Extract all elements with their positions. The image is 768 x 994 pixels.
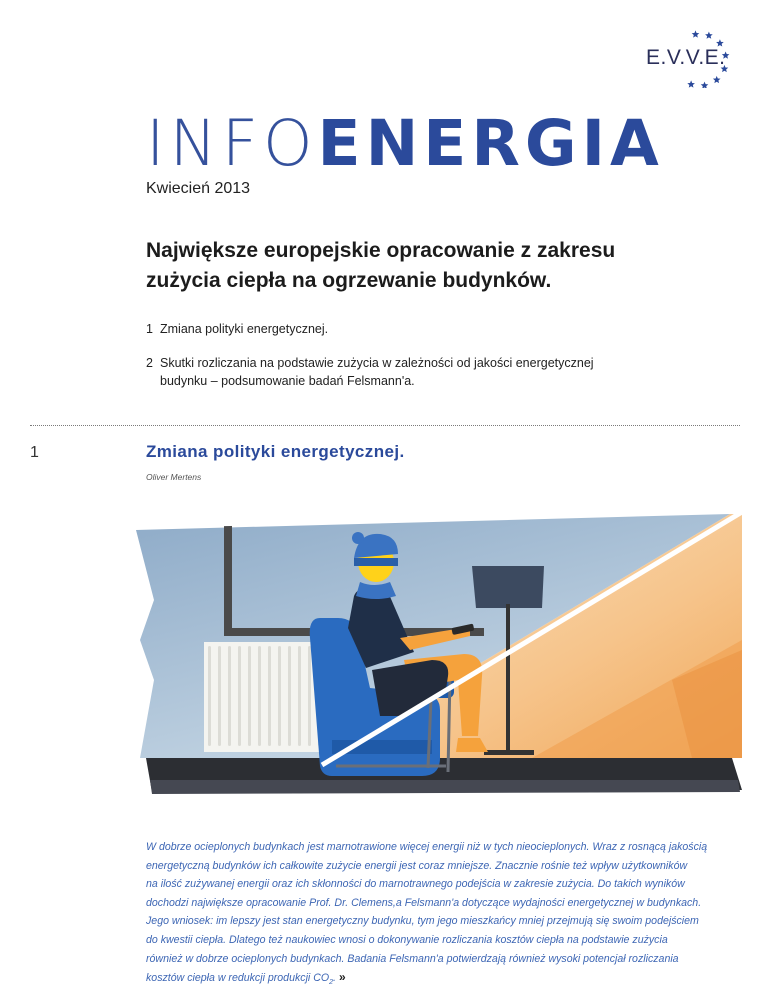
issue-date: Kwiecień 2013 (146, 180, 251, 197)
title-energia: ENERGIA (317, 107, 664, 180)
toc-text: Skutki rozliczania na podstawie zużycia w zależności od jakości energetycznej (160, 356, 594, 370)
section-divider (30, 425, 740, 426)
paragraph-line: również w dobrze ocieplonych budynkach. Badania Felsmann'a potwierdzają również wysoki potencjał rozliczania (146, 952, 679, 965)
evve-logo (630, 28, 740, 88)
star-icon (687, 80, 695, 87)
title-info: INFO (146, 107, 318, 180)
paragraph-line: W dobrze ocieplonych budynkach jest marnotrawione więcej energii niż w tych nieocieplonych. Wraz z rosnącą jakością (146, 841, 708, 853)
toc-item-2[interactable] (146, 354, 594, 390)
section-title: Zmiana polityki energetycznej. (146, 442, 405, 461)
star-icon (713, 76, 721, 83)
star-icon (701, 82, 709, 88)
continue-arrow-icon[interactable]: » (338, 970, 346, 985)
logo-text: E.V.V.E. (646, 46, 726, 69)
paragraph-line: na ilość zużywanej energii oraz ich skłonności do marnotrawnego podejścia w zakresie zużycia. Do takich wyników (146, 878, 685, 891)
intro-paragraph (146, 838, 742, 993)
paragraph-line: Jego wniosek: im lepszy jest stan energetyczny budynku, tym jego mieszkańcy mniej przejmują się swoim podejściem (146, 915, 699, 928)
star-icon (692, 30, 700, 37)
headline-line: zużycia ciepła na ogrzewanie budynków. (146, 269, 552, 292)
headline (146, 236, 666, 296)
author: Oliver Mertens (146, 472, 202, 482)
section-number: 1 (30, 444, 39, 461)
page-title (146, 107, 664, 180)
illustration-person-in-cold-room (132, 500, 742, 815)
paragraph-line: energetyczną budynków ich całkowite zużycie energii jest coraz mniejsze. Znacznie rośnie też wpływ użytkowników (146, 859, 688, 872)
toc-number: 1 (146, 322, 153, 336)
toc-text: Zmiana polityki energetycznej. (160, 322, 329, 336)
toc-number: 2 (146, 356, 153, 370)
headline-line: Największe europejskie opracowanie z zakresu (146, 239, 616, 262)
paragraph-line: dochodzi największe opracowanie Prof. Dr. Clemens,a Felsmann'a dotyczące wydajności energetycznej w budynkach. (146, 896, 702, 909)
paragraph-line-last: kosztów ciepła w redukcji produkcji $CO_2$. » (146, 970, 346, 987)
toc-item-1[interactable] (146, 320, 328, 338)
paragraph-line: do kwestii ciepła. Dlatego też naukowiec wnosi o dokonywanie rozliczania kosztów ciepła na podstawie zużycia (146, 933, 668, 946)
toc-text-cont: budynku – podsumowanie badań Felsmann'a. (160, 374, 415, 388)
star-icon (705, 32, 713, 39)
